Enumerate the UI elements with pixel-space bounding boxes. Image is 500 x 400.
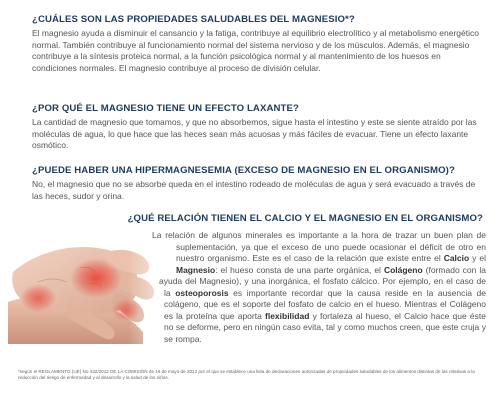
text-run: La relación de algunos minerales es importante a la hora de trazar un buen plan de suplementación, ya que el exceso de uno puede ocasionar el déficit de otro en nuestro organismo. Este es el caso de la relación que existe entre el [152,230,486,264]
keyword-osteoporosis: osteoporosis [175,287,229,298]
text-run: : el hueso consta de una parte orgánica, el [215,264,384,275]
text-wrap-spacer [34,265,159,288]
text-run: y fortaleza al hueso, el Calcio hace que éste no se deforme, pero en ningún caso evita, tal y como muchos creen, que este cruja y se rompa. [164,310,486,344]
keyword-calcio: Calcio [443,253,470,264]
keyword-flexibilidad: flexibilidad [265,310,310,321]
section-heading: ¿POR QUÉ EL MAGNESIO TIENE UN EFECTO LAXANTE? [32,103,299,114]
text-run: y el [469,253,486,264]
section-magnesium-benefits [32,14,484,74]
footnote: *según el REGLAMENTO (UE) No 432/2012 DE LA COMISIÓN de 16 de mayo de 2012 por el que se establece una lista de declaraciones autorizadas de propiedades saludables de los alimentos distintas de las relativas a la reducción del riesgo de enfermedad y al desarrollo y la salud de los niños. [18,369,475,380]
text-wrap-spacer [34,242,176,265]
section-heading: ¿PUEDE HABER UNA HIPERMAGNESEMIA (EXCESO DE MAGNESIO EN EL ORGANISMO)? [32,165,455,176]
text-wrap-spacer [34,288,164,334]
section-heading: ¿CUÁLES SON LAS PROPIEDADES SALUDABLES DEL MAGNESIO*? [32,14,355,25]
section-laxative-effect [32,103,484,152]
section-calcium-magnesium [20,213,485,225]
text-run: (formado con la ayuda del Magnesio), y una inorgánica, el fosfato cálcico. Por ejemplo, en el caso de la [159,264,486,298]
text-wrap-spacer [34,334,132,345]
keyword-magnesio: Magnesio [176,264,216,275]
section-body: La cantidad de magnesio que tomamos, y que no absorbemos, sigue hasta el intestino y este se siente atraído por las moléculas de agua, lo que hace que las heces sean más acuosas y más fáciles de evacuar. Tiene un efecto laxante osmótico. [32,117,477,151]
section-heading: ¿QUÉ RELACIÓN TIENEN EL CALCIO Y EL MAGNESIO EN EL ORGANISMO? [127,213,483,224]
calcium-section-body [34,230,486,345]
keyword-colageno: Colágeno [383,264,423,275]
text-wrap-spacer [34,230,152,242]
section-body: No, el magnesio que no se absorbe queda en el intestino rodeado de moléculas de agua y será evacuado a través de las heces, sudor y orina. [32,179,476,201]
section-body: El magnesio ayuda a disminuir el cansancio y la fatiga, contribuye al equilibrio electrolítico y al metabolismo energético normal. También contribuye al funcionamiento normal del sistema nervioso y de los músculos. Además, el magnesio contribuye a la síntesis proteica normal, a la función psicológica normal y al mantenimiento de los huesos en condiciones normales. El magnesio contribuye al proceso de división celular. [32,28,479,73]
text-run: es importante recordar que la causa reside en la ausencia de colágeno, que es el soporte del fosfato de calcio en el hueso. Mientras el Colágeno es la proteína que aporta [164,287,486,321]
section-hypermagnesemia [32,165,484,202]
